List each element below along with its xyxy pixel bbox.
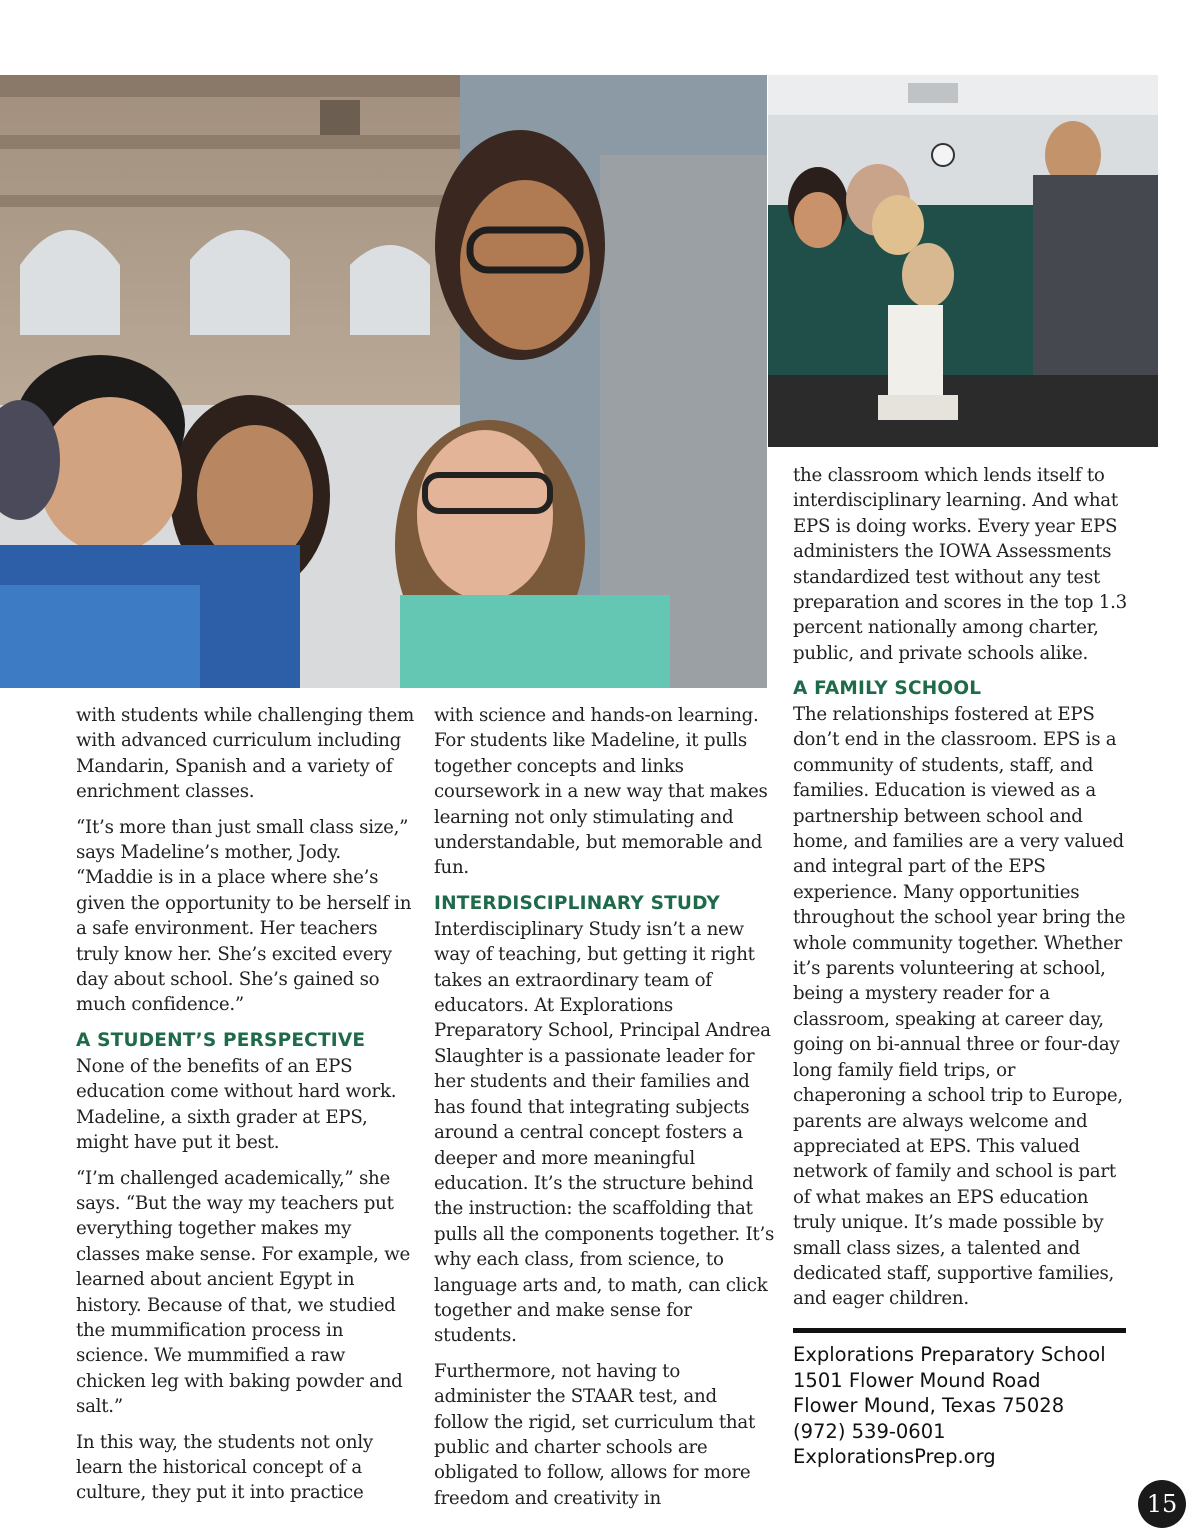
colosseum-student-photo xyxy=(0,75,767,688)
heading-interdisciplinary-study: INTERDISCIPLINARY STUDY xyxy=(434,892,720,914)
article-column-2 xyxy=(434,703,776,1521)
contact-divider xyxy=(793,1328,1126,1333)
school-website: ExplorationsPrep.org xyxy=(793,1445,996,1468)
col2-paragraph-1: with science and hands-on learning. For students like Madeline, it pulls together concepts and links coursework in a new way that makes learning not only stimulating and understandable, but memorable and fun. xyxy=(434,705,768,879)
col1-paragraph-4: “I’m challenged academically,” she says. “But the way my teachers put everything together makes my classes make sense. For example, we learned about ancient Egypt in history. Because of that, we studied the mummification process in science. We mummified a raw chicken leg with baking powder and salt.” xyxy=(76,1167,411,1418)
col3-paragraph-1: the classroom which lends itself to interdisciplinary learning. And what EPS is doing works. Every year EPS administers the IOWA Assessments standardized test without any test preparation and scores in the top 1.3 percent nationally among charter, public, and private schools alike. xyxy=(793,465,1127,664)
article-column-3 xyxy=(793,676,1133,1322)
classroom-microscope-photo xyxy=(768,75,1158,447)
school-phone: (972) 539-0601 xyxy=(793,1419,946,1443)
col3-paragraph-2: The relationships fostered at EPS don’t end in the classroom. EPS is a community of students, staff, and families. Education is viewed as a partnership between school and home, and families are a very valued and integral part of the EPS experience. Many opportunities throughout the school year bring the whole community together. Whether it’s parents volunteering at school, being a mystery reader for a classroom, speaking at career day, going on bi-annual three or four-day long family field trips, or chaperoning a school trip to Europe, parents are always welcome and appreciated at EPS. This valued network of family and school is part of what makes an EPS education truly unique. It’s made possible by small class sizes, a talented and dedicated staff, supportive families, and eager children. xyxy=(793,704,1126,1310)
col1-paragraph-5: In this way, the students not only learn the historical concept of a culture, they put it into practice xyxy=(76,1431,373,1504)
school-city: Flower Mound, Texas 75028 xyxy=(793,1394,1065,1417)
col1-paragraph-1: with students while challenging them with advanced curriculum including Mandarin, Spanish and a variety of enrichment classes. xyxy=(76,705,415,803)
col2-paragraph-2: Interdisciplinary Study isn’t a new way of teaching, but getting it right takes an extraordinary team of educators. At Explorations Preparatory School, Principal Andrea Slaughter is a passionate leader for her students and their families and has found that integrating subjects around a central concept fosters a deeper and more meaningful education. It’s the structure behind the instruction: the scaffolding that pulls all the components together. It’s why each class, from science, to language arts and, to math, can click together and make sense for students. xyxy=(434,918,775,1347)
article-column-1 xyxy=(76,703,418,1516)
school-street: 1501 Flower Mound Road xyxy=(793,1368,1041,1392)
col1-paragraph-3: None of the benefits of an EPS education come without hard work. Madeline, a sixth grader at EPS, might have put it best. xyxy=(76,1055,397,1154)
col2-paragraph-3: Furthermore, not having to administer the STAAR test, and follow the rigid, set curriculum that public and charter schools are obligated to follow, allows for more freedom and creativity in xyxy=(434,1360,756,1509)
school-name: Explorations Preparatory School xyxy=(793,1343,1106,1366)
col1-paragraph-2: “It’s more than just small class size,” says Madeline’s mother, Jody. “Maddie is in a place where she’s given the opportunity to be herself in a safe environment. Her teachers truly know her. She’s excited every day about school. She’s gained so much confidence.” xyxy=(76,816,412,1016)
page-number: 15 xyxy=(1138,1480,1186,1528)
heading-family-school: A FAMILY SCHOOL xyxy=(793,678,982,699)
article-column-3-top xyxy=(793,463,1133,676)
contact-block xyxy=(793,1342,1173,1470)
heading-students-perspective: A STUDENT’S PERSPECTIVE xyxy=(76,1029,366,1051)
